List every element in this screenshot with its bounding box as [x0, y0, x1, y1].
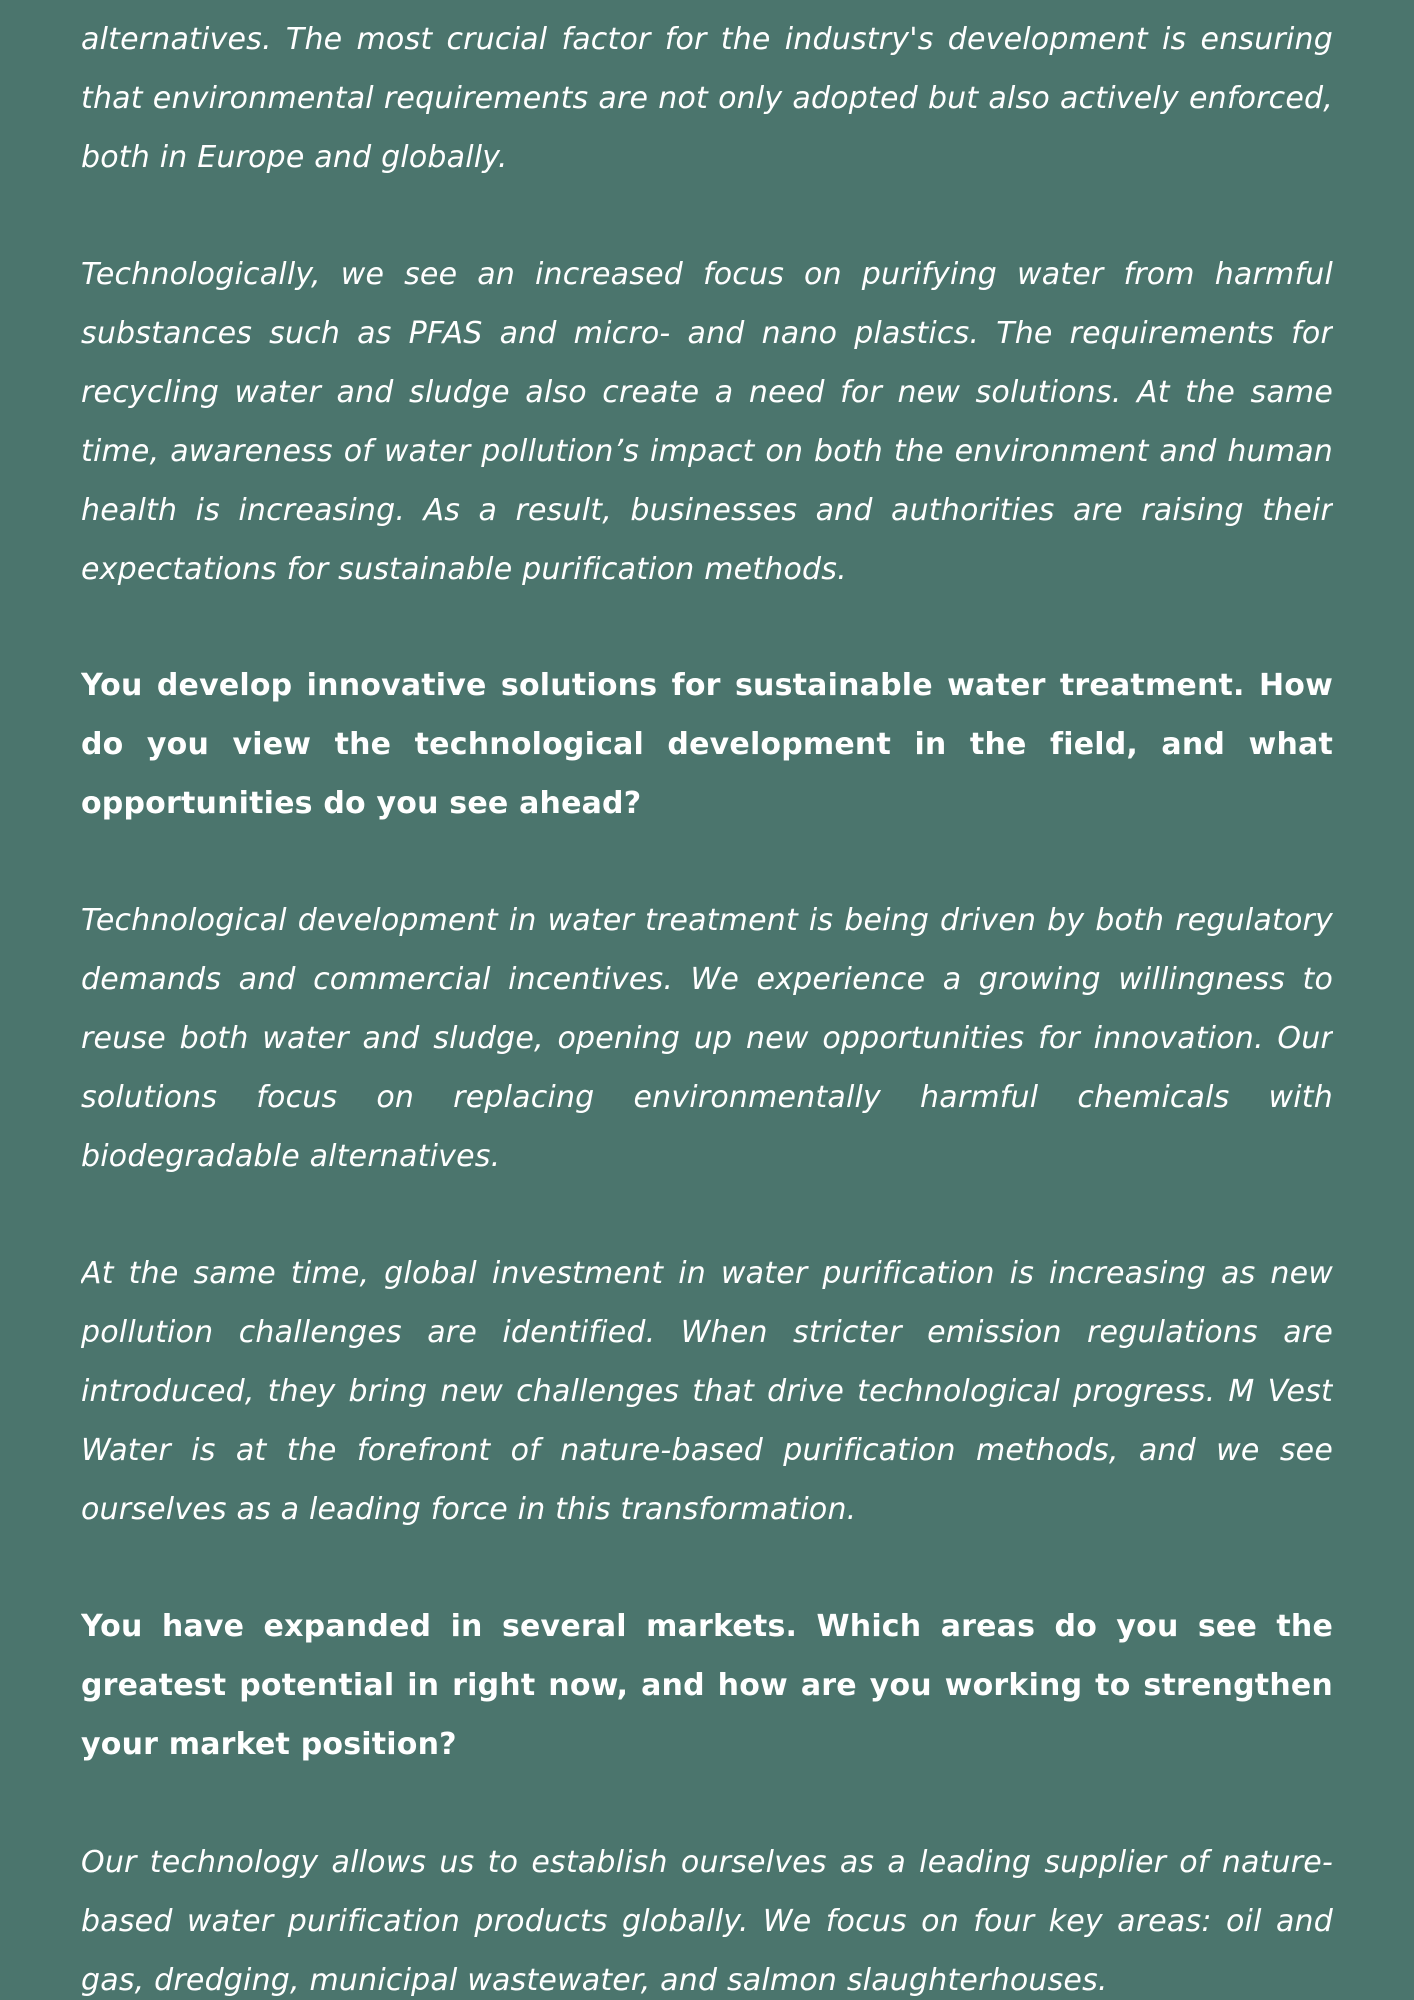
interview-question: You develop innovative solutions for sustainable water treatment. How do you view the technological development in the field, and what opportunities do you see ahead?	[81, 668, 1333, 821]
interview-question: You have expanded in several markets. Which areas do you see the greatest potential in right now, and how are you working to strengthen your market position?	[81, 1609, 1333, 1762]
answer-paragraph: Our technology allows us to establish ourselves as a leading supplier of nature-based water purification products globally. We focus on four key areas: oil and gas, dredging, municipal wastewater, and salmon slaughterhouses.	[81, 1845, 1333, 1998]
answer-paragraph: Technologically, we see an increased focus on purifying water from harmful substances such as PFAS and micro- and nano plastics. The requirements for recycling water and sludge also create a need for new solutions. At the same time, awareness of water pollution’s impact on both the environment and human health is increasing. As a result, businesses and authorities are raising their expectations for sustainable purification methods.	[81, 257, 1333, 587]
answer-paragraph: alternatives. The most crucial factor for the industry's development is ensuring that environmental requirements are not only adopted but also actively enforced, both in Europe and globally.	[81, 22, 1333, 175]
answer-paragraph: Technological development in water treatment is being driven by both regulatory demands and commercial incentives. We experience a growing willingness to reuse both water and sludge, opening up new opportunities for innovation. Our solutions focus on replacing environmentally harmful chemicals with biodegradable alternatives.	[81, 903, 1333, 1174]
answer-paragraph: At the same time, global investment in water purification is increasing as new pollution challenges are identified. When stricter emission regulations are introduced, they bring new challenges that drive technological progress. M Vest Water is at the forefront of nature-based purification methods, and we see ourselves as a leading force in this transformation.	[81, 1256, 1333, 1527]
article-body	[81, 0, 1333, 2000]
